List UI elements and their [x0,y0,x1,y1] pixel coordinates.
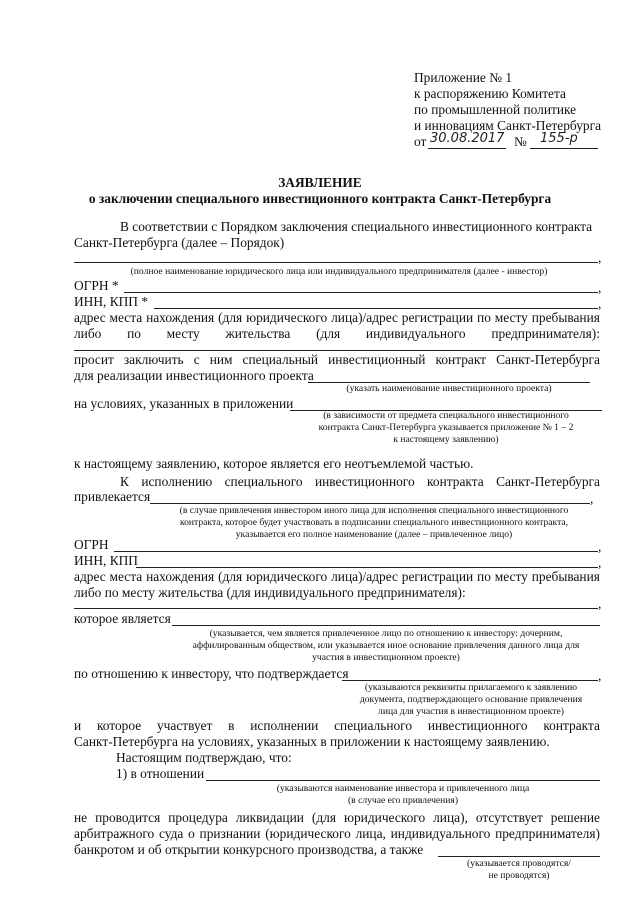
conducted-field[interactable] [438,856,600,857]
address2-line-2: либо по месту жительства (для индивидуального предпринимателя): [74,585,466,600]
ogrn2-label: ОГРН [74,537,109,552]
hint-relation-1: (указывается, чем является привлеченное лицо по отношению к инвестору: дочерним, [209,628,563,639]
hint-conducted-1: (указывается проводятся/ [467,858,571,869]
hint-relation-2: аффилированным обществом, или указывается иное основание привлечения данного лица для [192,640,580,651]
which-is-label: которое является [74,611,171,626]
intro-line-2: Санкт-Петербурга (далее – Порядок) [74,235,285,250]
hint-names-1: (указываются наименование инвестора и привлеченного лица [276,783,530,794]
request-line-2: для реализации инвестиционного проекта [74,368,314,383]
hint-involved-1: (в случае привлечения инвестором иного лица для исполнения специального инвестиционного [179,505,569,516]
inn2-label: ИНН, КПП [74,553,138,568]
inn-kpp-label: ИНН, КПП * [74,294,149,309]
address2-line-1: адрес места нахождения (для юридического лица)/адрес регистрации по месту пребывания [74,569,600,584]
ogrn-label: ОГРН * [74,278,119,293]
document-subtitle: о заключении специального инвестиционного контракта Санкт-Петербурга [88,191,552,206]
involved-person-field[interactable] [150,503,590,504]
participates-line-2: Санкт-Петербурга на условиях, указанных в приложении к настоящему заявлению. [74,734,550,749]
liquidation-line-3: банкротом и об открытии конкурсного производства, а также [74,842,424,857]
liquidation-line-1: не проводится процедура ликвидации (для юридического лица), отсутствует решение [74,810,600,825]
document-title: ЗАЯВЛЕНИЕ [278,175,362,190]
appendix-from-label: от [414,134,427,149]
hint-docs-3: лица для участия в инвестиционном проекте) [378,706,564,717]
confirm-intro: Настоящим подтверждаю, что: [116,750,292,765]
docs-field[interactable] [342,680,598,681]
inn2-field[interactable] [136,567,598,568]
hint-names-2: (в случае его привлечения) [347,795,459,806]
address-line-1: адрес места нахождения (для юридического лица)/адрес регистрации по месту пребывания [74,310,600,325]
appendix-date-handwritten: 30.08.2017 [430,131,505,146]
appendix-number-handwritten: 155-р [540,131,578,146]
relation-field[interactable] [172,625,600,626]
hint-appendix-3: к настоящему заявлению) [393,434,499,445]
hint-appendix-2: контракта Санкт-Петербурга указывается приложение № 1 – 2 [318,422,574,433]
appendix-line-3: по промышленной политике [414,102,577,117]
ogrn-field[interactable] [124,292,598,293]
execution-line-1: К исполнению специального инвестиционного контракта Санкт-Петербурга [120,474,600,489]
intro-line-1: В соответствии с Порядком заключения специального инвестиционного контракта [120,219,593,234]
participates-line-1: и которое участвует в исполнении специального инвестиционного контракта [74,718,600,733]
conditions-label: на условиях, указанных в приложении [74,396,294,411]
ogrn2-field[interactable] [114,551,598,552]
hint-investor-name: (полное наименование юридического лица или индивидуального предпринимателя (далее - инвестор) [130,266,548,277]
appendix-line-1: Приложение № 1 [414,70,513,85]
address-field[interactable] [74,350,600,351]
appendix-line-2: к распоряжению Комитета [414,86,566,101]
request-line-1: просит заключить с ним специальный инвестиционный контракт Санкт-Петербурга [74,352,600,367]
hint-relation-3: участия в инвестиционном проекте) [312,652,460,663]
hint-docs-1: (указываются реквизиты прилагаемого к заявлению [364,682,578,693]
appendix-number-label: № [514,134,527,149]
names-field[interactable] [206,780,600,781]
inn-kpp-field[interactable] [154,308,598,309]
hint-involved-2: контракта, которое будет участвовать в подписании специального инвестиционного контракта, [179,517,569,528]
integral-part-text: к настоящему заявлению, которое является его неотъемлемой частью. [74,456,474,471]
hint-docs-2: документа, подтверждающего основание привлечения [359,694,583,705]
hint-involved-3: указывается его полное наименование (далее – привлеченное лицо) [235,529,513,540]
item1-label: 1) в отношении [116,766,205,781]
investor-name-field[interactable] [74,262,598,263]
address2-field[interactable] [74,608,598,609]
appendix-line-4: и инновациям Санкт-Петербурга [414,118,602,133]
liquidation-line-2: арбитражного суда о признании (юридического лица, индивидуального предпринимателя) [74,826,600,841]
hint-appendix-1: (в зависимости от предмета специального инвестиционного [323,410,569,421]
hint-project: (указать наименование инвестиционного проекта) [346,383,552,394]
confirmed-label: по отношению к инвестору, что подтверждается [74,666,349,681]
address-line-2: либо по месту жительства (для индивидуального предпринимателя): [74,326,600,341]
hint-conducted-2: не проводятся) [488,870,550,881]
execution-line-2: привлекается [74,489,151,504]
